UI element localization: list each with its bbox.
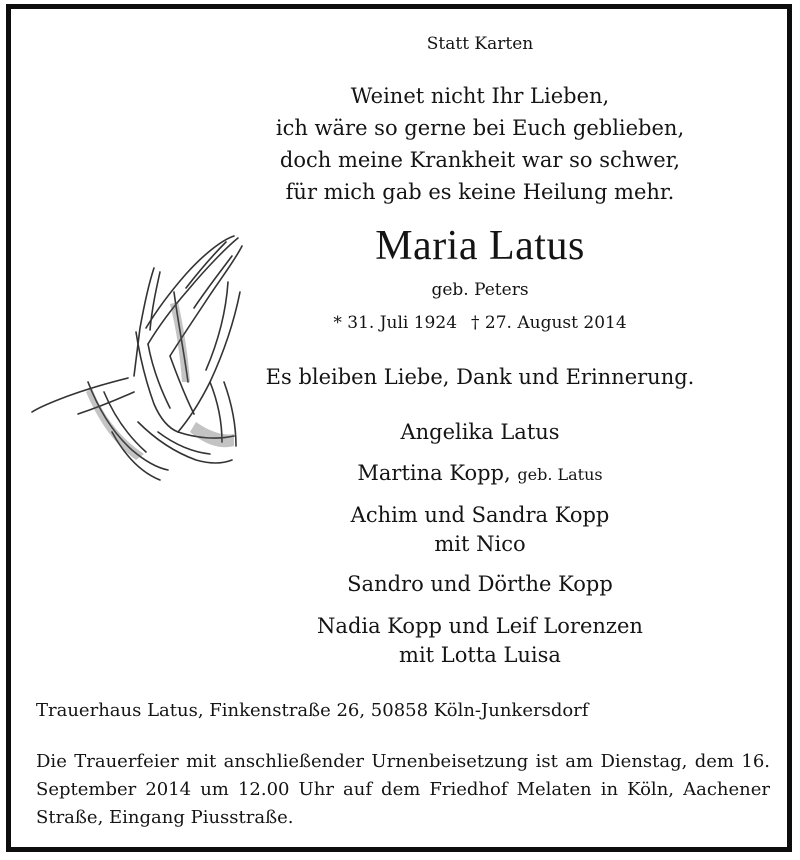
family-member-line: mit Lotta Luisa: [399, 643, 561, 667]
header-text: Statt Karten: [426, 34, 534, 54]
family-member-line: mit Nico: [434, 532, 526, 556]
deceased-name: Maria Latus: [375, 223, 585, 269]
family-member: [250, 459, 710, 489]
poem-line: doch meine Krankheit war so schwer,: [279, 148, 681, 172]
family-member: Sandro und Dörthe Kopp: [347, 572, 613, 596]
motto: Es bleiben Liebe, Dank und Erinnerung.: [265, 365, 695, 389]
family-member: Angelika Latus: [400, 420, 560, 444]
poem: [230, 80, 730, 208]
birth-date: * 31. Juli 1924: [333, 313, 458, 333]
family-member: [250, 501, 710, 559]
family-member-name: Martina Kopp,: [357, 461, 511, 485]
death-date: † 27. August 2014: [471, 313, 627, 333]
mourning-house-address: Trauerhaus Latus, Finkenstraße 26, 50858 Köln-Junkersdorf: [36, 700, 589, 721]
poem-line: Weinet nicht Ihr Lieben,: [350, 84, 610, 108]
funeral-notice: Die Trauerfeier mit anschließender Urnenbeisetzung ist am Dienstag, dem 16. September 2014 um 12.00 Uhr auf dem Friedhof Melaten in Köln, Aachener Straße, Eingang Piusstraße.: [36, 751, 770, 828]
family-member-line: Nadia Kopp und Leif Lorenzen: [317, 614, 643, 638]
poem-line: für mich gab es keine Heilung mehr.: [285, 180, 675, 204]
poem-line: ich wäre so gerne bei Euch geblieben,: [275, 116, 685, 140]
family-member-line: Achim und Sandra Kopp: [350, 503, 610, 527]
life-dates: [300, 313, 660, 333]
family-member-note: geb. Latus: [517, 465, 603, 484]
praying-hands-icon: [28, 232, 258, 482]
family-member: [250, 612, 710, 670]
maiden-name: geb. Peters: [431, 280, 529, 300]
